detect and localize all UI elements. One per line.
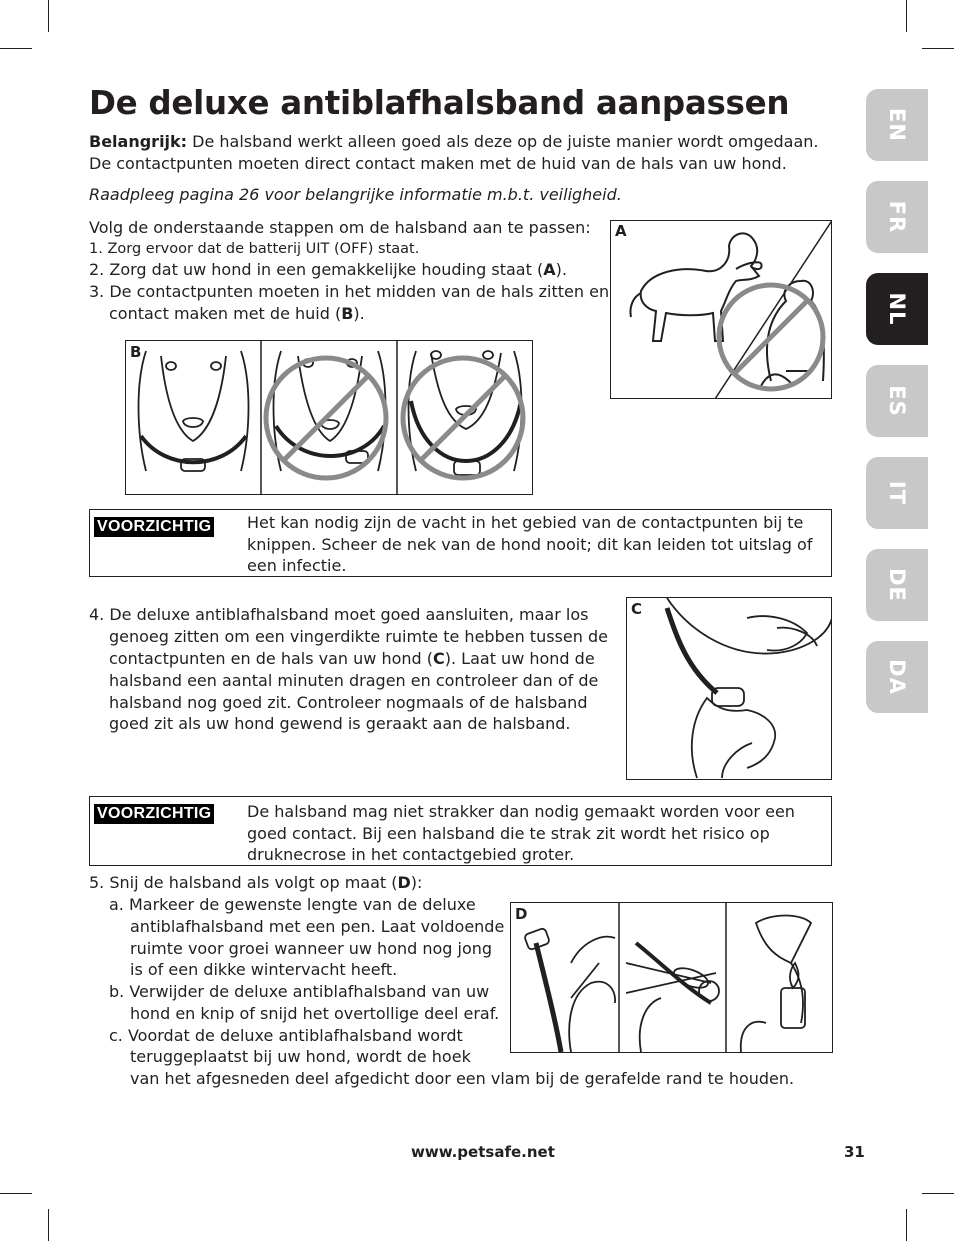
step-5b-line: hond en knip of snijd het overtollige deel eraf. <box>130 1004 500 1023</box>
language-tab-es[interactable] <box>866 365 928 437</box>
step-5 <box>89 872 422 894</box>
figure-a-label: A <box>615 222 627 240</box>
figure-d-label: D <box>515 905 528 923</box>
crop-mark <box>48 0 49 32</box>
step-5c-line: van het afgesneden deel afgedicht door een vlam bij de gerafelde rand te houden. <box>130 1069 795 1088</box>
language-tab-it[interactable] <box>866 457 928 529</box>
figure-ref-d: D <box>397 873 411 892</box>
step-5a-line: antiblafhalsband met een pen. Laat voldoende <box>130 917 505 936</box>
crop-mark <box>922 1193 954 1194</box>
caution-text-line: knippen. Scheer de nek van de hond nooit; dit kan leiden tot uitslag of <box>247 535 813 554</box>
footer-url[interactable]: www.petsafe.net <box>411 1143 555 1161</box>
figure-ref-a: A <box>543 260 556 279</box>
language-tab-fr[interactable] <box>866 181 928 253</box>
step-2-end: ). <box>555 260 567 279</box>
language-tab-de[interactable] <box>866 549 928 621</box>
figure-c-label: C <box>631 600 643 618</box>
step-3: 3. De contactpunten moeten in het midden van de hals zitten en <box>89 282 610 301</box>
steps-intro: Volg de onderstaande stappen om de halsband aan te passen: <box>89 218 591 237</box>
step-5c-line: teruggeplaatst bij uw hond, wordt de hoek <box>130 1047 471 1066</box>
crop-mark <box>922 48 954 49</box>
tab-label: DA <box>885 659 909 695</box>
collar-cutting-illustrations <box>511 903 832 1052</box>
figure-ref-b: B <box>341 304 354 323</box>
step-4-line: halsband een aantal minuten dragen en controleer dan of de <box>109 671 599 690</box>
figure-c <box>626 597 832 780</box>
tab-label: EN <box>885 108 909 142</box>
step-4-line: goed zit als uw hond gewend is geraakt aan de halsband. <box>109 714 571 733</box>
step-5b: b. Verwijder de deluxe antiblafhalsband van uw <box>109 982 490 1001</box>
step-5c: c. Voordat de deluxe antiblafhalsband wordt <box>109 1026 463 1045</box>
step-3-text: contact maken met de huid ( <box>109 304 342 323</box>
step-2-text: 2. Zorg dat uw hond in een gemakkelijke houding staat ( <box>89 260 544 279</box>
crop-mark <box>0 1193 32 1194</box>
crop-mark <box>906 0 907 32</box>
step-5-end: ): <box>410 873 423 892</box>
crop-mark <box>0 48 32 49</box>
caution-text-line: druknecrose in het contactgebied groter. <box>247 845 575 864</box>
caution-text-line: goed contact. Bij een halsband die te strak zit wordt het risico op <box>247 824 770 843</box>
figure-b <box>125 340 533 495</box>
figure-d <box>510 902 833 1053</box>
caution-text-line: Het kan nodig zijn de vacht in het gebied van de contactpunten bij te <box>247 513 804 532</box>
step-5a: a. Markeer de gewenste lengte van de deluxe <box>109 895 476 914</box>
tab-label: ES <box>885 385 909 417</box>
step-4-line: halsband nog goed zit. Controleer nogmaals of de halsband <box>109 693 588 712</box>
step-5a-line: ruimte voor groei wanneer uw hond nog jong <box>130 939 493 958</box>
important-paragraph <box>89 131 818 153</box>
caution-box <box>89 509 832 577</box>
caution-badge: VOORZICHTIG <box>94 804 214 824</box>
step-3-cont <box>109 303 365 325</box>
step-4-text-end: ). Laat uw hond de <box>444 649 595 668</box>
language-tab-nl[interactable] <box>866 273 928 345</box>
caution-text-line: een infectie. <box>247 556 347 575</box>
tab-label: FR <box>885 200 909 234</box>
step-4-text: contactpunten en de hals van uw hond ( <box>109 649 433 668</box>
caution-box <box>89 796 832 866</box>
safety-reference: Raadpleeg pagina 26 voor belangrijke informatie m.b.t. veiligheid. <box>89 185 622 204</box>
page-number: 31 <box>844 1143 865 1161</box>
finger-check-illustration <box>627 598 831 779</box>
step-3-end: ). <box>353 304 365 323</box>
caution-badge: VOORZICHTIG <box>94 517 214 537</box>
page-title: De deluxe antiblafhalsband aanpassen <box>89 84 790 122</box>
step-4-line: genoeg zitten om een vingerdikte ruimte te hebben tussen de <box>109 627 608 646</box>
tab-label: DE <box>885 568 909 602</box>
tab-label: NL <box>885 292 909 326</box>
crop-mark <box>48 1209 49 1241</box>
step-5a-line: is of een dikke wintervacht heeft. <box>130 960 398 979</box>
important-text: De halsband werkt alleen goed als deze op de juiste manier wordt omgedaan. <box>187 132 819 151</box>
step-2 <box>89 259 567 281</box>
step-5-text: 5. Snij de halsband als volgt op maat ( <box>89 873 398 892</box>
step-1: 1. Zorg ervoor dat de batterij UIT (OFF) staat. <box>89 241 420 257</box>
caution-text-line: De halsband mag niet strakker dan nodig gemaakt worden voor een <box>247 802 795 821</box>
step-4-line <box>109 648 595 670</box>
figure-ref-c: C <box>433 649 445 668</box>
prohibition-icon <box>126 341 532 494</box>
important-label: Belangrijk: <box>89 132 188 151</box>
prohibition-icon <box>611 221 831 398</box>
language-tab-en[interactable] <box>866 89 928 161</box>
crop-mark <box>906 1209 907 1241</box>
important-paragraph-line2: De contactpunten moeten direct contact maken met de huid van de hals van uw hond. <box>89 154 787 173</box>
tab-label: IT <box>885 480 909 506</box>
figure-a <box>610 220 832 399</box>
language-tab-da[interactable] <box>866 641 928 713</box>
figure-b-label: B <box>130 343 142 361</box>
step-4: 4. De deluxe antiblafhalsband moet goed aansluiten, maar los <box>89 605 589 624</box>
